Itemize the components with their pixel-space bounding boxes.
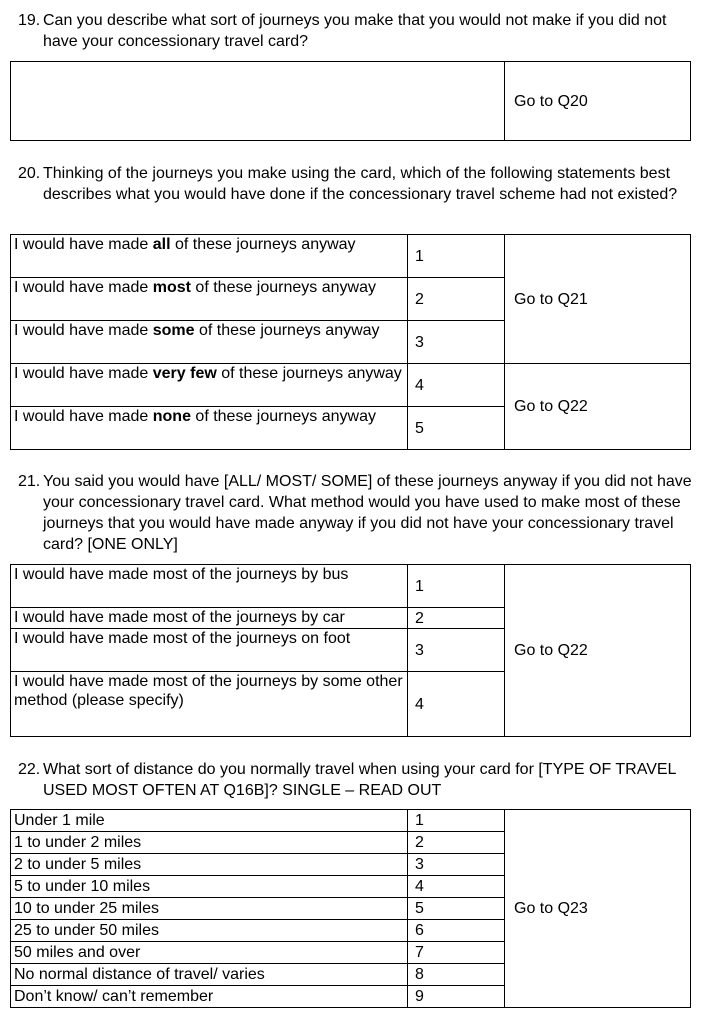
table-row[interactable] — [11, 235, 691, 278]
question-21 — [18, 471, 700, 555]
q20-answer-table — [10, 234, 691, 450]
option-code: 6 — [408, 920, 505, 942]
question-number: 21. — [18, 473, 41, 490]
question-text: Thinking of the journeys you make using the card, which of the following statements best describes what you would have done if the concessionary travel scheme had not existed? — [43, 165, 678, 203]
option-label: I would have made most of the journeys on foot — [11, 629, 408, 672]
question-text: You said you would have [ALL/ MOST/ SOME] of these journeys anyway if you did not have your concessionary travel card. What method would you have used to make most of these journeys that you would have made anyway if you did not have your concessionary travel card? [ONE ONLY] — [43, 473, 692, 553]
option-label: 10 to under 25 miles — [11, 898, 408, 920]
option-label: Don’t know/ can’t remember — [11, 986, 408, 1008]
option-label: I would have made most of the journeys by bus — [11, 565, 408, 608]
option-label: I would have made none of these journeys anyway — [11, 407, 408, 450]
question-22 — [18, 759, 700, 801]
option-code: 4 — [408, 364, 505, 407]
option-label: 50 miles and over — [11, 942, 408, 964]
option-label: 2 to under 5 miles — [11, 854, 408, 876]
option-code: 8 — [408, 964, 505, 986]
question-number: 19. — [18, 12, 41, 29]
option-code: 2 — [408, 608, 505, 629]
table-row[interactable] — [11, 565, 691, 608]
option-code: 1 — [408, 235, 505, 278]
option-code: 1 — [408, 565, 505, 608]
q19-answer-table — [10, 61, 691, 141]
option-label: I would have made most of these journeys anyway — [11, 278, 408, 321]
option-code: 1 — [408, 810, 505, 832]
question-19 — [18, 10, 700, 52]
question-number: 20. — [18, 165, 41, 182]
option-label: I would have made very few of these journeys anyway — [11, 364, 408, 407]
option-label: Under 1 mile — [11, 810, 408, 832]
option-code: 2 — [408, 278, 505, 321]
goto-cell: Go to Q20 — [505, 62, 691, 141]
option-code: 5 — [408, 898, 505, 920]
option-label: I would have made most of the journeys by car — [11, 608, 408, 629]
option-label: 1 to under 2 miles — [11, 832, 408, 854]
goto-cell: Go to Q23 — [505, 810, 691, 1008]
table-row[interactable] — [11, 810, 691, 832]
q22-answer-table — [10, 809, 691, 1008]
option-code: 5 — [408, 407, 505, 450]
option-label: I would have made most of the journeys by some other method (please specify) — [11, 672, 408, 737]
option-code: 3 — [408, 629, 505, 672]
q19-answer-box[interactable] — [11, 62, 505, 141]
option-code: 9 — [408, 986, 505, 1008]
q21-answer-table — [10, 564, 691, 737]
question-text: What sort of distance do you normally travel when using your card for [TYPE OF TRAVEL USED MOST OFTEN AT Q16B]? SINGLE – READ OUT — [43, 761, 676, 799]
option-code: 7 — [408, 942, 505, 964]
table-row[interactable] — [11, 364, 691, 407]
option-label: 5 to under 10 miles — [11, 876, 408, 898]
question-20 — [18, 163, 700, 205]
option-code: 2 — [408, 832, 505, 854]
goto-cell: Go to Q22 — [505, 565, 691, 737]
goto-cell: Go to Q21 — [505, 235, 691, 364]
option-code: 3 — [408, 854, 505, 876]
option-label: I would have made all of these journeys anyway — [11, 235, 408, 278]
goto-cell: Go to Q22 — [505, 364, 691, 450]
option-label: 25 to under 50 miles — [11, 920, 408, 942]
option-label: No normal distance of travel/ varies — [11, 964, 408, 986]
question-number: 22. — [18, 761, 41, 778]
option-label: I would have made some of these journeys anyway — [11, 321, 408, 364]
option-code: 4 — [408, 672, 505, 737]
option-code: 4 — [408, 876, 505, 898]
question-text: Can you describe what sort of journeys you make that you would not make if you did not have your concessionary travel card? — [43, 12, 667, 50]
option-code: 3 — [408, 321, 505, 364]
